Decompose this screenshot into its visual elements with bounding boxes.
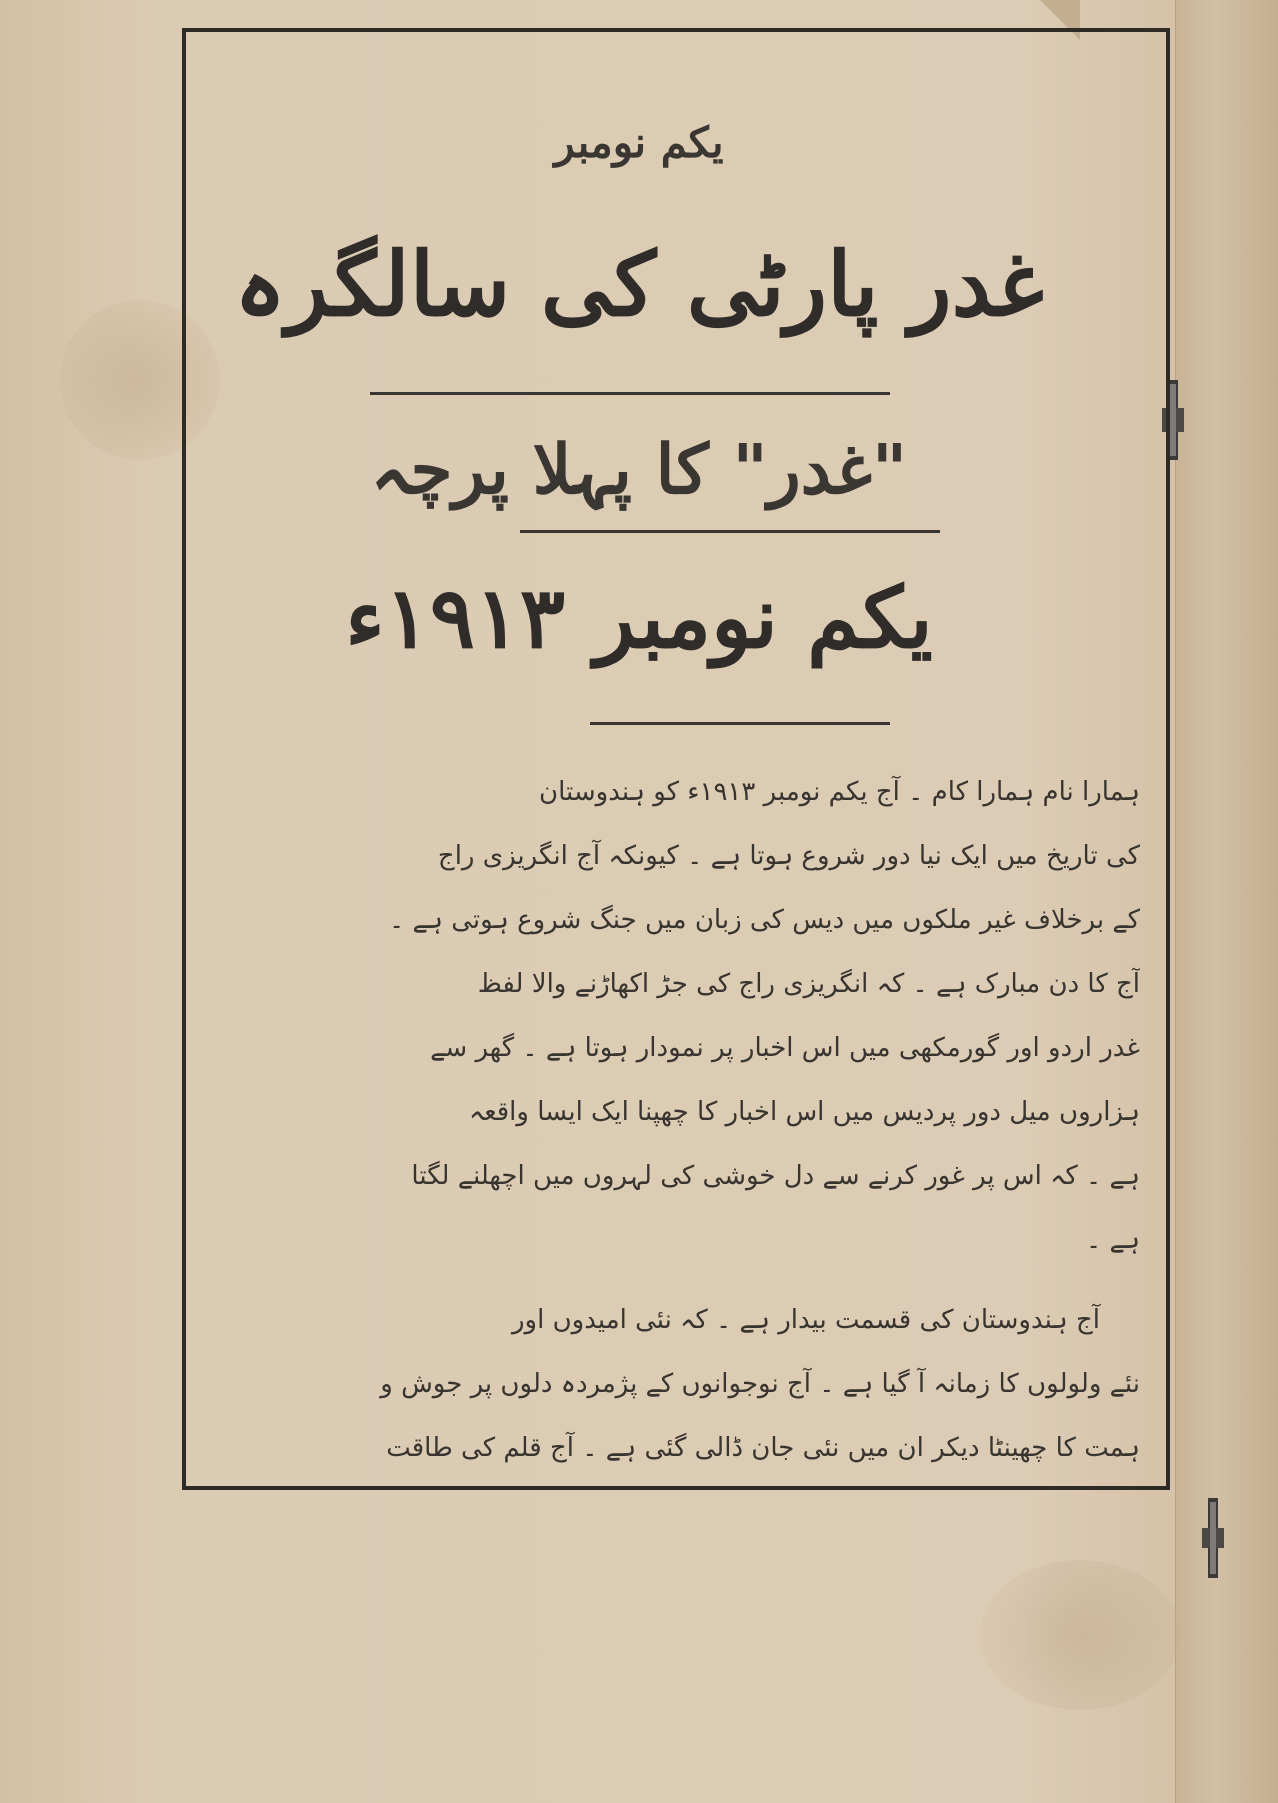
divider <box>370 392 890 395</box>
body-line: ہے ۔ کہ اس پر غور کرنے سے دل خوشی کی لہروں میں اچھلنے لگتا <box>411 1161 1140 1191</box>
date-heading-small: یکم نومبر <box>554 118 724 167</box>
page-title: غدر پارٹی کی سالگرہ <box>234 232 1044 336</box>
divider <box>520 530 940 533</box>
body-line: ہے ۔ <box>1086 1225 1140 1255</box>
body-line: ہمت کا چھینٹا دیکر ان میں نئی جان ڈالی گئی ہے ۔ آج قلم کی طاقت <box>386 1433 1140 1463</box>
body-line: غدر اردو اور گورمکھی میں اس اخبار پر نمودار ہوتا ہے ۔ گھر سے <box>430 1033 1140 1063</box>
divider <box>590 722 890 725</box>
body-line: آج ہندوستان کی قسمت بیدار ہے ۔ کہ نئی امیدوں اور <box>511 1305 1100 1335</box>
body-line: نئے ولولوں کا زمانہ آ گیا ہے ۔ آج نوجوانوں کے پژمردہ دلوں پر جوش و <box>380 1369 1140 1399</box>
paper-stain <box>980 1560 1180 1710</box>
date-heading: یکم نومبر ۱۹۱۳ء <box>345 568 933 667</box>
body-line: ہزاروں میل دور پردیس میں اس اخبار کا چھپنا ایک ایسا واقعہ <box>468 1097 1140 1127</box>
body-line: کے برخلاف غیر ملکوں میں دیس کی زبان میں جنگ شروع ہوتی ہے ۔ <box>389 905 1140 935</box>
body-line: کی تاریخ میں ایک نیا دور شروع ہوتا ہے ۔ کیونکہ آج انگریزی راج <box>437 841 1140 871</box>
body-line: ہمارا نام ہمارا کام ۔ آج یکم نومبر ۱۹۱۳ء کو ہندوستان <box>539 777 1140 807</box>
body-text <box>210 760 1140 1480</box>
binder-clip-icon <box>1202 1498 1224 1578</box>
body-line: آج کا دن مبارک ہے ۔ کہ انگریزی راج کی جڑ اکھاڑنے والا لفظ <box>477 969 1140 999</box>
subtitle: "غدر" کا پہلا پرچہ <box>370 430 908 510</box>
